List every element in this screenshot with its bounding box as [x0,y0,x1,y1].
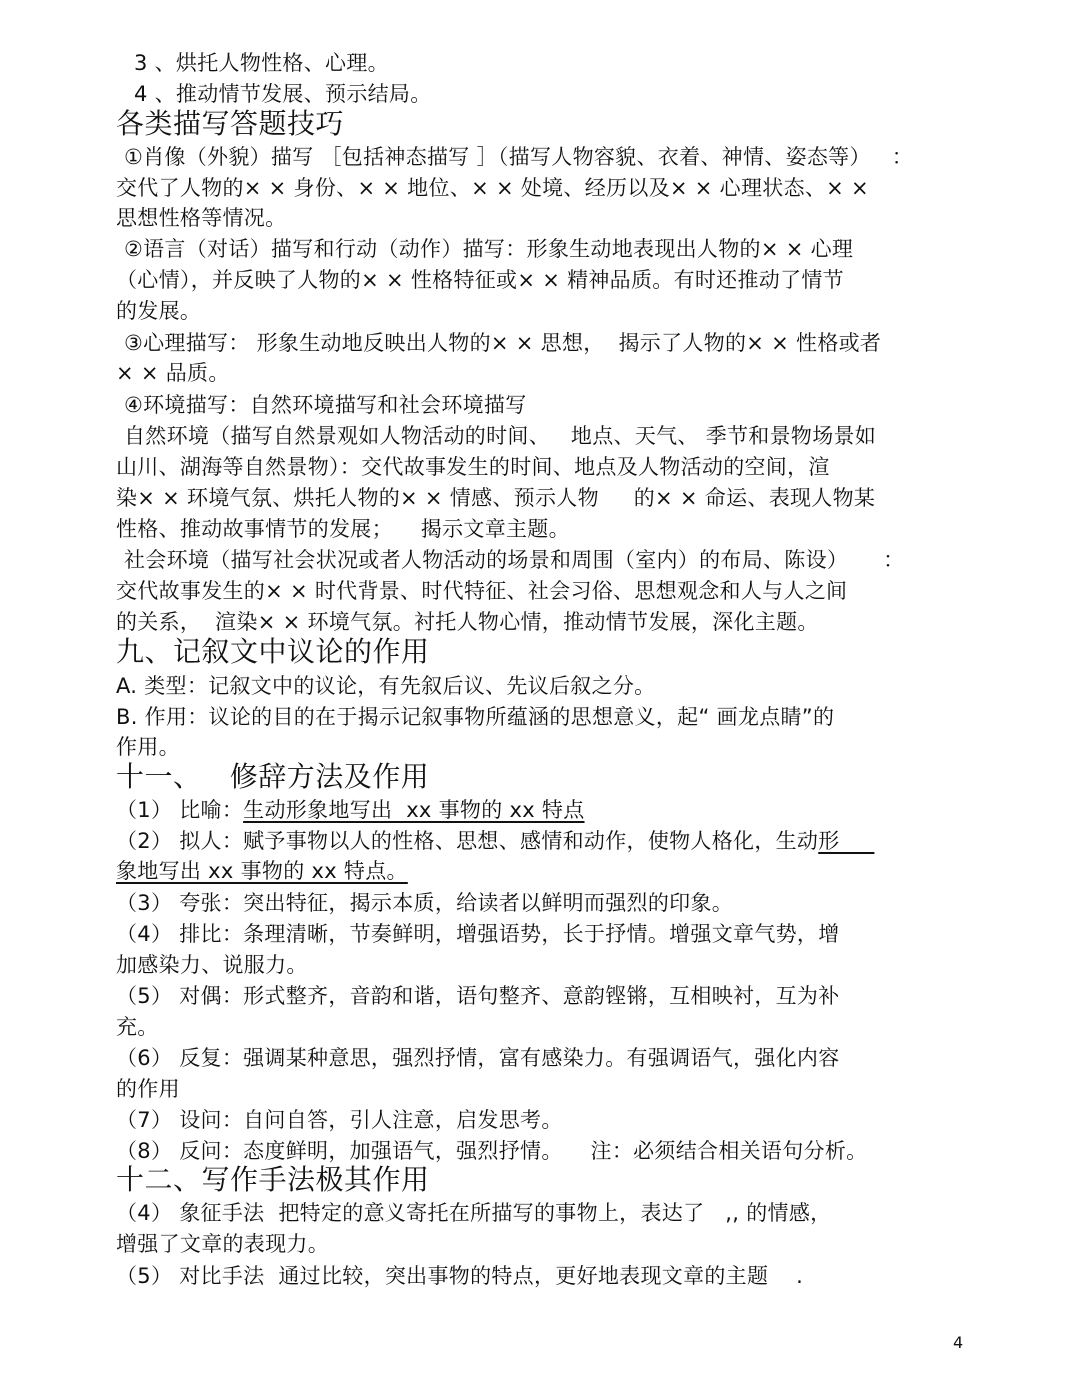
text-line: （6） 反复：强调某种意思，强烈抒情，富有感染力。有强调语气，强化内容 [116,1046,840,1070]
text-line: （5） 对偶：形式整齐，音韵和谐，语句整齐、意韵铿锵，互相映衬，互为补 [116,984,840,1008]
item-text: （2） 拟人：赋予事物以人的性格、思想、感情和动作，使物人格化，生动 [116,829,819,853]
underlined-text: 形 [818,829,875,853]
text-line: （7） 设问：自问自答，引人注意，启发思考。 [116,1108,563,1132]
text-line: B. 作用：议论的目的在于揭示记叙事物所蕴涵的思想意义，起“ 画龙点睛”的 [116,705,835,729]
text-line: （8） 反问：态度鲜明，加强语气，强烈抒情。 注：必须结合相关语句分析。 [116,1139,868,1163]
page-number: 4 [953,1333,964,1352]
text-line: （5） 对比手法 通过比较，突出事物的特点，更好地表现文章的主题 . [116,1264,804,1288]
section-heading: 十二、写作手法极其作用 [116,1163,430,1196]
section-heading: 十一、 修辞方法及作用 [116,760,430,793]
text-line: 性格、推动故事情节的发展； 揭示文章主题。 [116,517,570,541]
underlined-text: 象地写出 xx 事物的 xx 特点。 [116,859,408,883]
text-line: 的作用 [116,1077,180,1101]
text-line: × × 品质。 [116,361,230,385]
text-line: ②语言（对话）描写和行动（动作）描写：形象生动地表现出人物的× × 心理 [124,237,854,261]
text-line: （3） 夸张：突出特征，揭示本质，给读者以鲜明而强烈的印象。 [116,891,734,915]
text-line: 染× × 环境气氛、烘托人物的× × 情感、预示人物 的× × 命运、表现人物某 [116,486,876,510]
text-line: （4） 象征手法 把特定的意义寄托在所描写的事物上，表达了 ,, 的情感， [116,1201,832,1225]
text-line: （心情），并反映了人物的× × 性格特征或× × 精神品质。有时还推动了情节 [116,268,844,292]
text-line: 思想性格等情况。 [116,206,287,230]
text-line: 增强了文章的表现力。 [116,1232,329,1256]
text-line: 社会环境（描写社会状况或者人物活动的场景和周围（室内）的布局、陈设） ： [124,548,905,572]
text-line: 交代故事发生的× × 时代背景、时代特征、社会习俗、思想观念和人与人之间 [116,579,848,603]
text-line: 的发展。 [116,299,202,323]
section-heading: 各类描写答题技巧 [116,107,345,140]
text-line: 3 、烘托人物性格、心理。 [134,51,389,75]
text-line: 4 、推动情节发展、预示结局。 [134,82,432,106]
item-label: （1） 比喻： [116,798,244,822]
text-line: 的关系， 渲染× × 环境气氛。衬托人物心情，推动情节发展，深化主题。 [116,610,819,634]
text-line: ①肖像（外貌）描写 ［包括神态描写 ］（描写人物容貌、衣着、神情、姿态等） ： [124,145,913,169]
text-line: ③心理描写： 形象生动地反映出人物的× × 思想， 揭示了人物的× × 性格或者 [124,331,882,355]
text-line: （4） 排比：条理清晰，节奏鲜明，增强语势，长于抒情。增强文章气势，增 [116,922,840,946]
text-line: 加感染力、说服力。 [116,953,308,977]
text-line: 自然环境（描写自然景观如人物活动的时间、 地点、天气、 季节和景物场景如 [124,424,877,448]
underlined-text: 生动形象地写出 xx 事物的 xx 特点 [243,798,585,822]
text-line [116,828,874,854]
section-heading: 九、记叙文中议论的作用 [116,635,430,668]
text-line [116,797,585,823]
text-line: 山川、湖海等自然景物）：交代故事发生的时间、地点及人物活动的空间，渲 [116,455,830,479]
text-line: ④环境描写：自然环境描写和社会环境描写 [124,393,527,417]
text-line: 交代了人物的× × 身份、× × 地位、× × 处境、经历以及× × 心理状态、× × [116,176,869,200]
text-line: 作用。 [116,735,180,759]
text-line: A. 类型：记叙文中的议论，有先叙后议、先议后叙之分。 [116,674,656,698]
text-line: 充。 [116,1015,159,1039]
